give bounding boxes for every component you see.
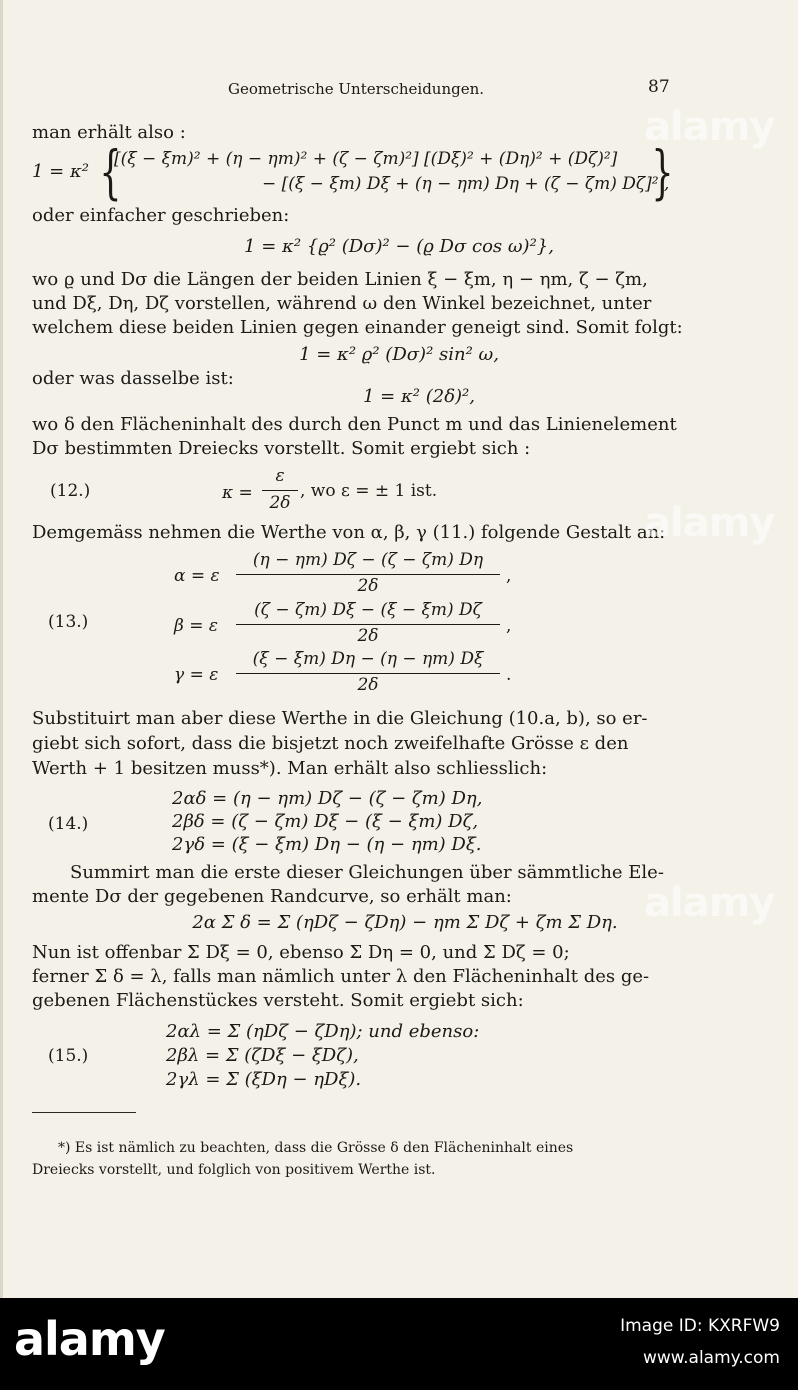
fraction-bar (236, 574, 500, 575)
equation-lhs: 1 = κ² (32, 161, 89, 182)
right-brace: } (651, 138, 674, 206)
text-line: oder einfacher geschrieben: (32, 205, 290, 226)
equation-lhs: κ = (222, 483, 253, 503)
text-line: mente Dσ der gegebenen Randcurve, so erhält man: (32, 886, 512, 907)
equation-number: (15.) (48, 1046, 89, 1066)
text-line: und Dξ, Dη, Dζ vorstellen, während ω den Winkel bezeichnet, unter (32, 293, 652, 314)
text-line: Werth + 1 besitzen muss*). Man erhält also schliesslich: (32, 758, 548, 779)
fraction-denominator: 2δ (357, 576, 379, 596)
text-line: Nun ist offenbar Σ Dξ = 0, ebenso Σ Dη = 0, und Σ Dζ = 0; (32, 942, 570, 963)
running-title: Geometrische Unterscheidungen. (228, 80, 485, 98)
stock-banner (0, 1298, 798, 1390)
footnote-rule (32, 1112, 136, 1113)
equation: 1 = κ² (2δ)², (363, 386, 475, 407)
equation: 1 = κ² ϱ² (Dσ)² sin² ω, (299, 344, 499, 365)
text-line: gebenen Flächenstückes versteht. Somit ergiebt sich: (32, 990, 524, 1011)
equation-lhs: β = ε (174, 616, 219, 636)
equation-number: (12.) (50, 481, 91, 501)
site-url: www.alamy.com (642, 1348, 780, 1368)
left-brace: { (99, 138, 122, 206)
text-line: ferner Σ δ = λ, falls man nämlich unter λ den Flächeninhalt des ge- (32, 966, 650, 987)
text-line: wo δ den Flächeninhalt des durch den Punct m und das Linienelement (32, 414, 677, 435)
equation: 1 = κ² {ϱ² (Dσ)² − (ϱ Dσ cos ω)²}, (244, 236, 554, 257)
equation-lhs: γ = ε (174, 665, 219, 685)
equation: 2α Σ δ = Σ (ηDζ − ζDη) − ηm Σ Dζ + ζm Σ Dη. (192, 912, 618, 933)
equation-row: 2βδ = (ζ − ζm) Dξ − (ξ − ξm) Dζ, (172, 811, 479, 832)
fraction-numerator: (ξ − ξm) Dη − (η − ηm) Dξ (252, 649, 484, 669)
equation-row: [(ξ − ξm)² + (η − ηm)² + (ζ − ζm)²] [(Dξ)² + (Dη)² + (Dζ)²] (114, 149, 618, 169)
text-line: oder was dasselbe ist: (32, 368, 234, 389)
equation-row: 2βλ = Σ (ζDξ − ξDζ), (166, 1045, 359, 1066)
watermark-text: alamy (644, 500, 775, 546)
fraction-denominator: 2δ (269, 493, 291, 513)
equation-row: 2γδ = (ξ − ξm) Dη − (η − ηm) Dξ. (172, 834, 482, 855)
page-number: 87 (648, 77, 670, 97)
text-line: wo ϱ und Dσ die Längen der beiden Linien ξ − ξm, η − ηm, ζ − ζm, (32, 269, 648, 290)
watermark-text: alamy (644, 880, 775, 926)
fraction-numerator: ε (275, 466, 285, 486)
watermark-text: alamy (644, 104, 775, 150)
text-line: Summirt man die erste dieser Gleichungen über sämmtliche Ele- (70, 862, 664, 883)
equation-row: 2αδ = (η − ηm) Dζ − (ζ − ζm) Dη, (172, 788, 483, 809)
equation-lhs: α = ε (174, 566, 220, 586)
fraction-numerator: (ζ − ζm) Dξ − (ξ − ξm) Dζ (254, 600, 482, 620)
fraction-bar (236, 624, 500, 625)
page-edge (0, 0, 3, 1298)
text-line: Dσ bestimmten Dreiecks vorstellt. Somit ergiebt sich : (32, 438, 531, 459)
equation-row: 2γλ = Σ (ξDη − ηDξ). (166, 1069, 362, 1090)
text-line: Substituirt man aber diese Werthe in die Gleichung (10.a, b), so er- (32, 708, 648, 729)
text-line: welchem diese beiden Linien gegen einander geneigt sind. Somit folgt: (32, 317, 683, 338)
text-line: Demgemäss nehmen die Werthe von α, β, γ (11.) folgende Gestalt an: (32, 522, 666, 543)
fraction-denominator: 2δ (357, 675, 379, 695)
text-line: man erhält also : (32, 122, 186, 143)
punctuation: , (506, 616, 512, 636)
footnote-line: Dreiecks vorstellt, und folglich von positivem Werthe ist. (32, 1162, 436, 1178)
text-line: giebt sich sofort, dass die bisjetzt noch zweifelhafte Grösse ε den (32, 733, 629, 754)
punctuation: , (506, 566, 512, 586)
alamy-logo: alamy (14, 1312, 165, 1366)
punctuation: . (506, 665, 512, 685)
fraction-bar (262, 490, 298, 491)
equation-number: (13.) (48, 612, 89, 632)
footnote-line: *) Es ist nämlich zu beachten, dass die Grösse δ den Flächeninhalt eines (58, 1140, 574, 1156)
equation-tail: , wo ε = ± 1 ist. (300, 481, 438, 501)
fraction-bar (236, 673, 500, 674)
fraction-denominator: 2δ (357, 626, 379, 646)
image-id: Image ID: KXRFW9 (620, 1316, 780, 1336)
fraction-numerator: (η − ηm) Dζ − (ζ − ζm) Dη (252, 550, 484, 570)
equation-number: (14.) (48, 814, 89, 834)
equation-row: − [(ξ − ξm) Dξ + (η − ηm) Dη + (ζ − ζm) Dζ]² , (262, 174, 670, 194)
equation-row: 2αλ = Σ (ηDζ − ζDη); und ebenso: (166, 1021, 480, 1042)
